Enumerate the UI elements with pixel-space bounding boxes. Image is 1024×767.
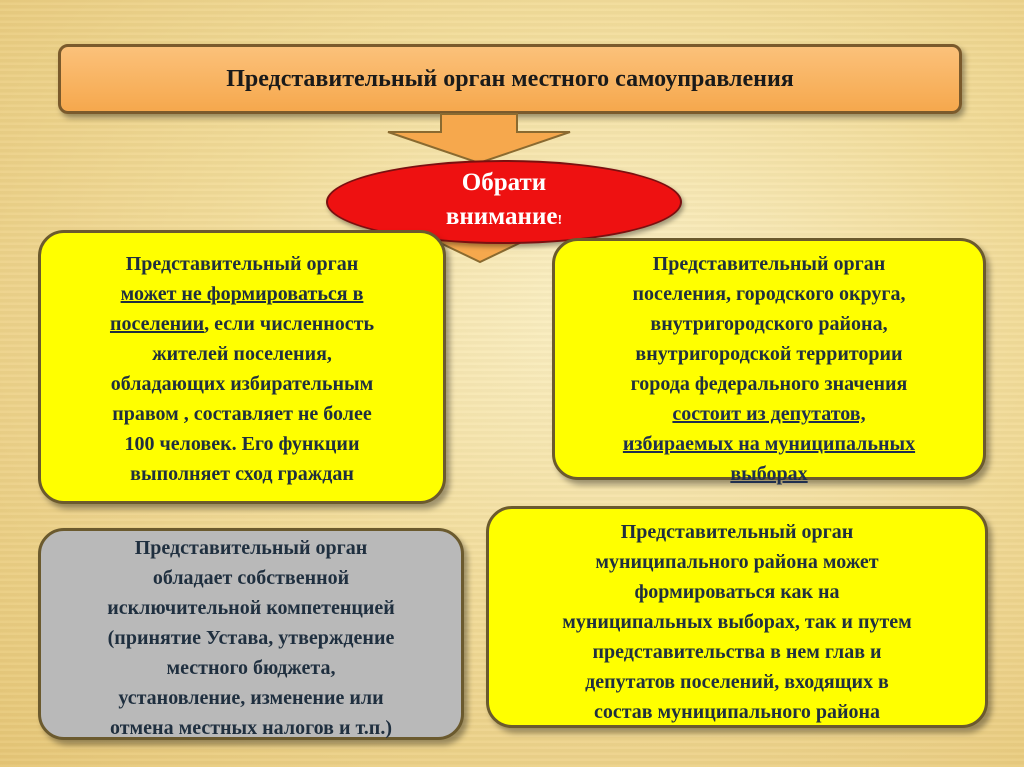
attention-line-2	[446, 200, 562, 238]
box-c-line: установление, изменение или	[118, 687, 384, 709]
box-c-line: обладает собственной	[152, 567, 350, 589]
title-box	[58, 44, 962, 114]
box-a-line: правом , составляет не более	[112, 403, 372, 425]
box-c-line: отмена местных налогов и т.п.)	[109, 717, 392, 739]
box-d-line: представительства в нем глав и	[592, 641, 882, 663]
info-box-district	[486, 506, 988, 728]
box-b-line: города федерального значения	[630, 373, 908, 395]
box-c-line: (принятие Устава, утверждение	[107, 627, 395, 649]
down-arrow-icon-top	[384, 112, 574, 166]
box-d-line: депутатов поселений, входящих в	[585, 671, 889, 693]
box-c-line: местного бюджета,	[166, 657, 336, 679]
box-a-line: Представительный орган	[125, 253, 359, 275]
box-d-line: состав муниципального района	[593, 701, 881, 723]
slide-title: Представительный орган местного самоуправления	[226, 65, 794, 92]
box-d-line: муниципального района может	[595, 551, 879, 573]
box-b-underlined: избираемых на муниципальных	[622, 433, 916, 455]
box-b-line: внутригородской территории	[635, 343, 903, 365]
info-box-deputies	[552, 238, 986, 485]
box-b-underlined: выборах	[730, 463, 808, 485]
info-box-competence	[38, 528, 464, 740]
box-b-line: внутригородского района,	[650, 313, 888, 335]
attention-word: внимание	[445, 203, 558, 230]
box-c-line: Представительный орган	[134, 537, 368, 559]
box-b-line: поселения, городского округа,	[632, 283, 906, 305]
box-b-underlined: состоит из депутатов,	[672, 403, 866, 425]
box-d-line: формироваться как на	[634, 581, 840, 603]
attention-line-1: Обрати	[461, 169, 547, 196]
box-d-line: муниципальных выборах, так и путем	[562, 611, 912, 633]
info-box-no-formation	[38, 230, 446, 504]
box-b-line: Представительный орган	[652, 253, 886, 275]
box-a-line: выполняет сход граждан	[130, 463, 354, 485]
box-a-line: жителей поселения,	[152, 343, 332, 365]
attention-mark: !	[557, 213, 563, 228]
box-a-line: обладающих избирательным	[110, 373, 374, 395]
box-a-line: 100 человек. Его функции	[124, 433, 360, 455]
box-d-line: Представительный орган	[620, 521, 854, 543]
box-c-line: исключительной компетенцией	[107, 597, 395, 619]
box-a-underlined: может не формироваться в	[120, 283, 364, 305]
box-a-line-mixed	[53, 309, 431, 339]
box-a-line-rest: , если численность	[204, 313, 375, 335]
box-a-underlined-word: поселении	[109, 313, 205, 335]
